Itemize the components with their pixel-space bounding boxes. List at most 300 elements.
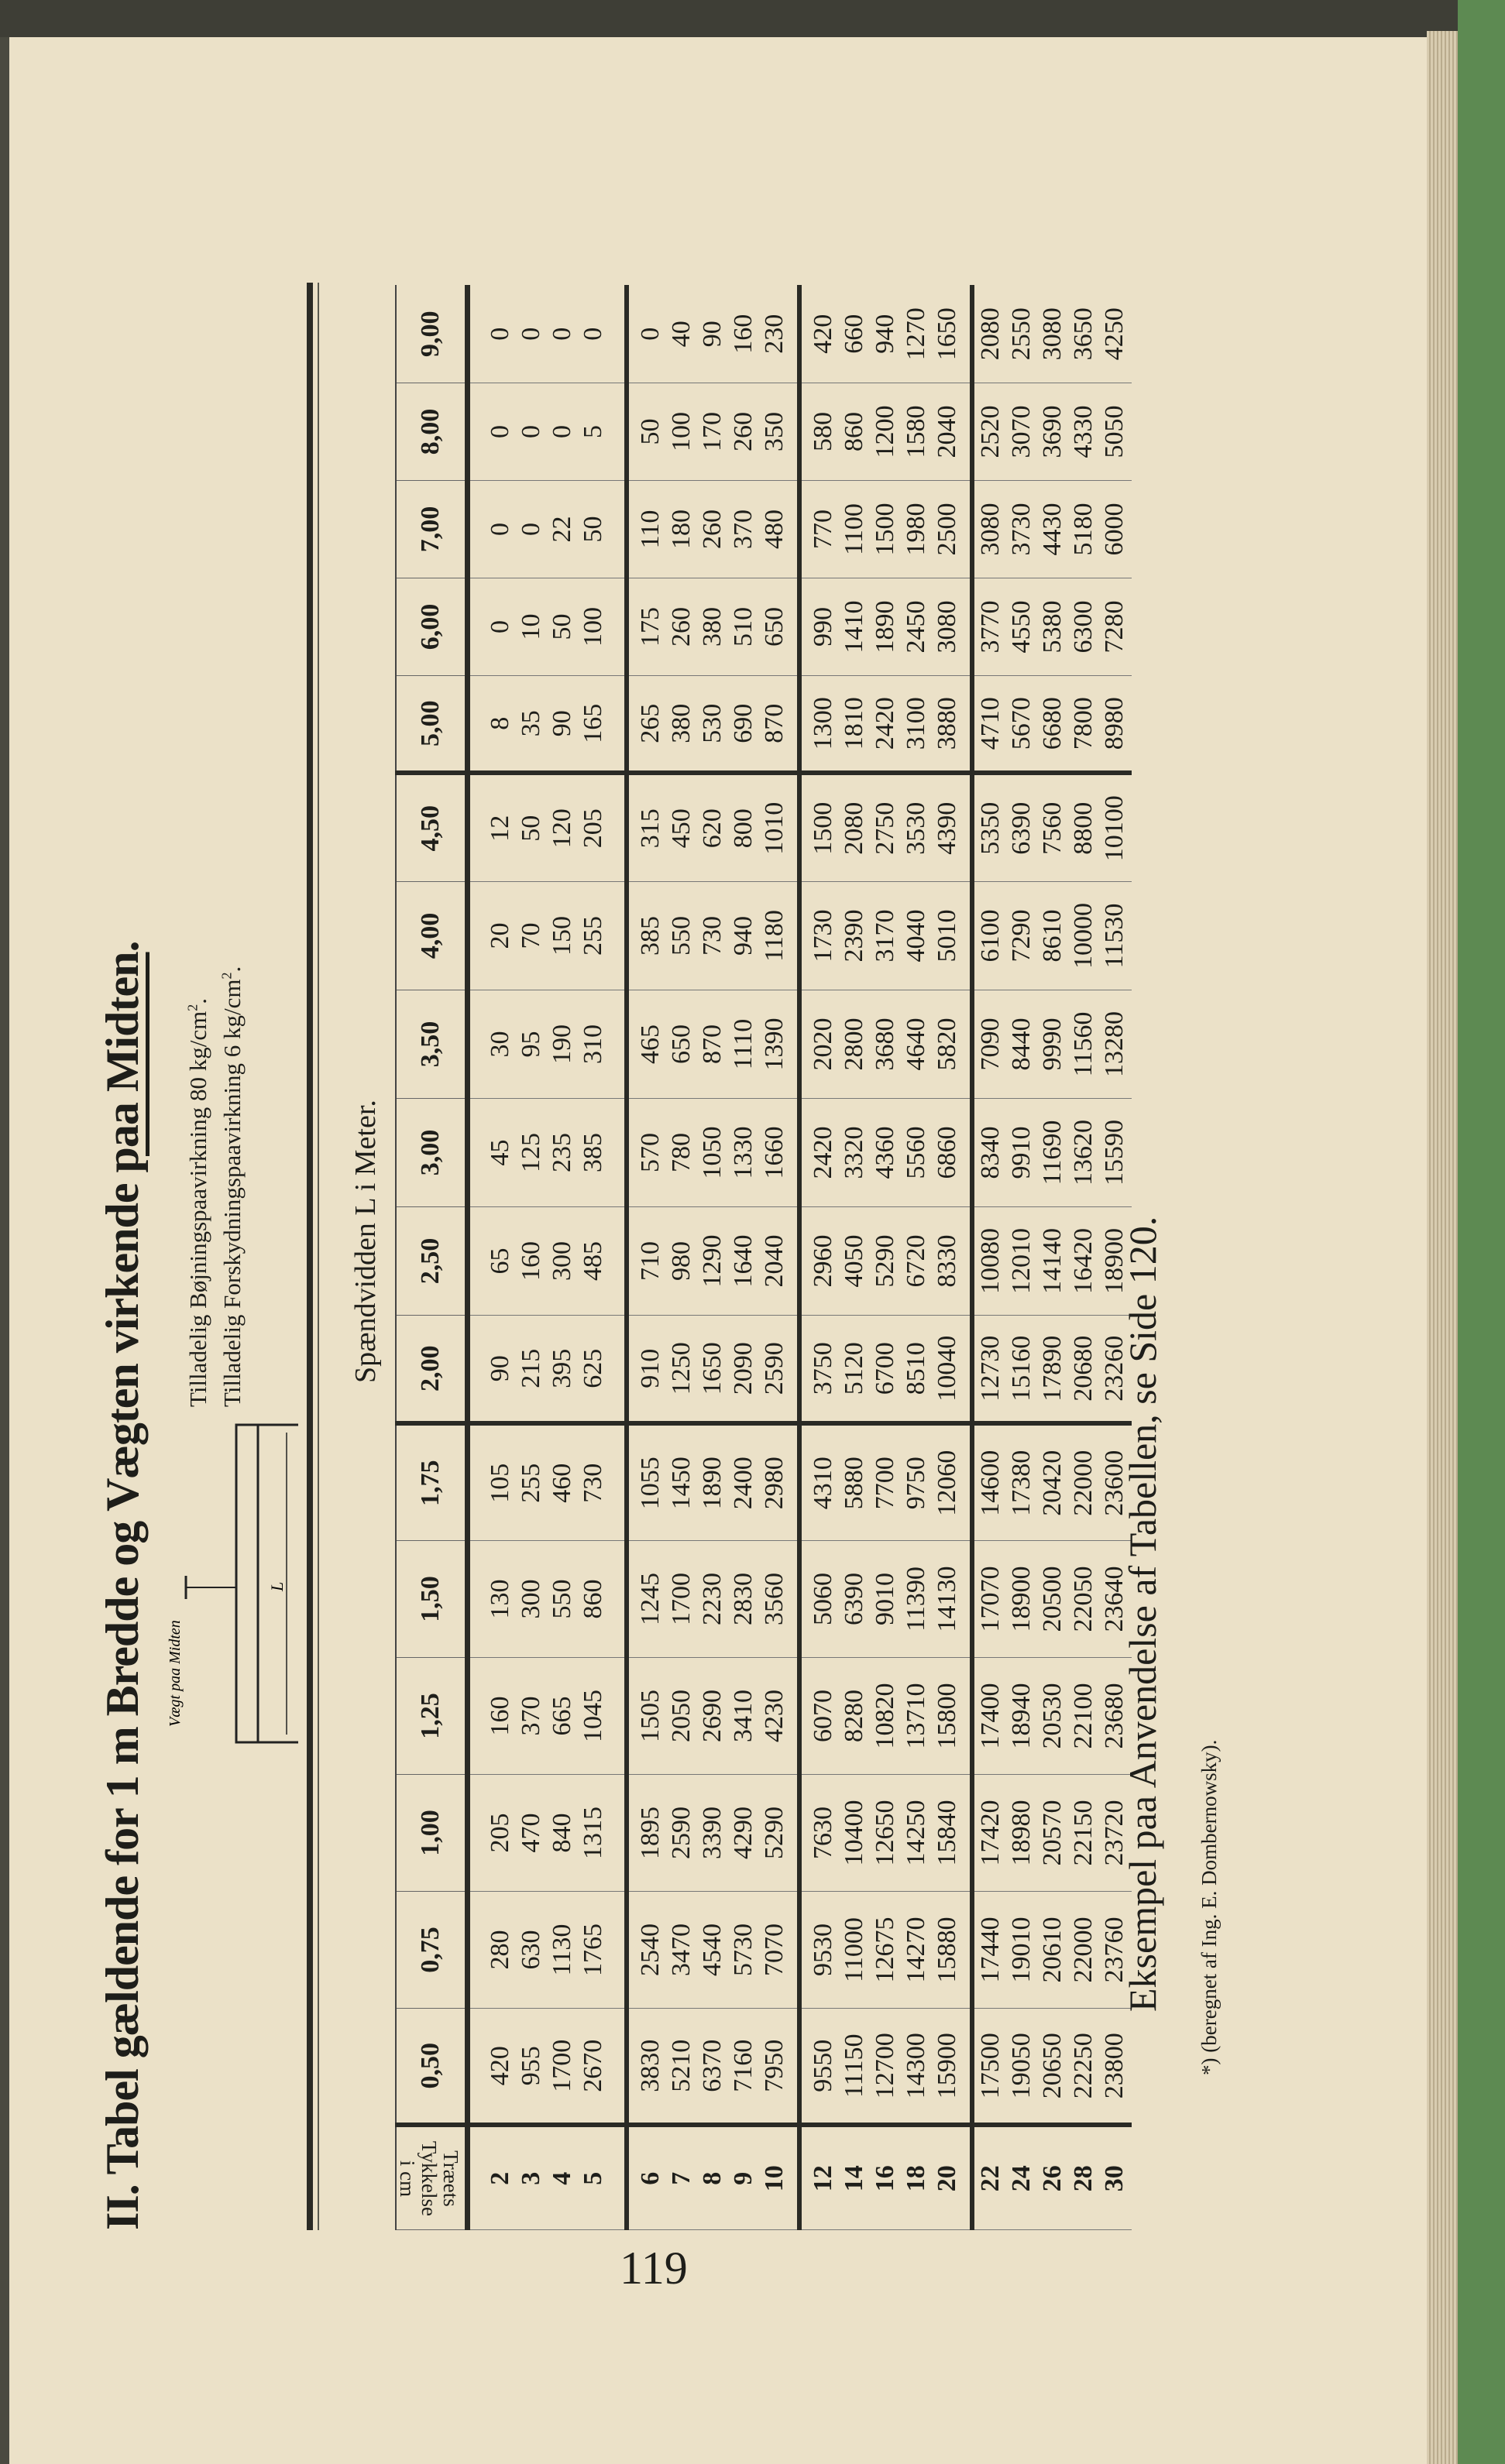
- title-period: .: [97, 941, 148, 952]
- thickness-header-line: Træets: [439, 2150, 462, 2207]
- load-value: 17380: [1007, 1450, 1036, 1516]
- load-value: 1640: [729, 1234, 758, 1288]
- load-value: 550: [548, 1579, 577, 1619]
- divider-thick: [307, 283, 313, 2230]
- load-value: 860: [579, 1579, 608, 1619]
- table-row-group: [799, 286, 972, 2230]
- span-column-header: 1,25: [396, 1658, 468, 1775]
- load-value: 0: [486, 425, 515, 438]
- load-value: 1410: [840, 600, 868, 654]
- load-value: 300: [517, 1579, 546, 1619]
- span-heading: Spændvidden L i Meter.: [349, 1100, 382, 1383]
- load-value: 0: [636, 327, 665, 341]
- load-value: 1890: [698, 1457, 727, 1510]
- load-value: 3470: [667, 1923, 696, 1976]
- load-value: 2230: [698, 1573, 727, 1625]
- load-value: 385: [636, 916, 665, 956]
- load-value: 15900: [933, 2033, 961, 2099]
- load-value: 7070: [760, 1923, 789, 1976]
- load-value: 4360: [871, 1126, 899, 1179]
- load-value: 6860: [933, 1126, 961, 1179]
- load-value: 9990: [1038, 1018, 1067, 1071]
- load-value: 120: [548, 808, 577, 849]
- load-value: 3830: [636, 2039, 665, 2092]
- span-column-header: 1,00: [396, 1775, 468, 1892]
- load-value: 650: [760, 607, 789, 647]
- load-value: 420: [809, 314, 837, 354]
- value-cell: [627, 1316, 799, 1424]
- load-value: 5210: [667, 2039, 696, 2092]
- span-column-header: 6,00: [396, 578, 468, 676]
- value-cell: [627, 286, 799, 383]
- load-value: 4550: [1007, 600, 1036, 654]
- load-value: 14600: [976, 1450, 1005, 1516]
- load-value: 3750: [809, 1342, 837, 1395]
- load-value: 3320: [840, 1126, 868, 1179]
- load-value: 150: [548, 916, 577, 956]
- load-value: 11560: [1069, 1011, 1098, 1077]
- load-value: 7280: [1100, 600, 1129, 654]
- load-value: 980: [667, 1241, 696, 1281]
- thickness-cell: [627, 2126, 799, 2230]
- thickness-value: 9: [729, 2171, 758, 2185]
- load-value: 13710: [902, 1683, 930, 1749]
- load-value: 3650: [1069, 307, 1098, 361]
- load-value: 1270: [902, 307, 930, 361]
- load-value: 18940: [1007, 1683, 1036, 1749]
- value-cell: [627, 1541, 799, 1658]
- thickness-value: 10: [760, 2165, 789, 2192]
- load-value: 7700: [871, 1457, 899, 1510]
- load-value: 8340: [976, 1126, 1005, 1179]
- value-cell: [972, 1207, 1132, 1316]
- load-value: 5010: [933, 909, 961, 963]
- value-cell: [972, 1316, 1132, 1424]
- load-value: 620: [698, 808, 727, 849]
- load-value: 910: [636, 1348, 665, 1388]
- load-value: 4710: [976, 697, 1005, 750]
- load-value: 5050: [1100, 405, 1129, 458]
- load-value: 4310: [809, 1457, 837, 1510]
- beam: [236, 1425, 258, 1742]
- load-value: 10000: [1069, 903, 1098, 969]
- load-value: 12010: [1007, 1228, 1036, 1294]
- load-value: 3530: [902, 801, 930, 855]
- load-value: 110: [636, 510, 665, 549]
- load-value: 3080: [976, 503, 1005, 556]
- value-cell: [799, 1658, 972, 1775]
- value-cell: [799, 1775, 972, 1892]
- load-value: 260: [667, 607, 696, 647]
- load-value: 380: [698, 607, 727, 647]
- load-value: 22: [548, 516, 577, 543]
- load-value: 1650: [698, 1342, 727, 1395]
- load-value: 385: [579, 1133, 608, 1172]
- load-value: 6370: [698, 2039, 727, 2092]
- load-value: 8610: [1038, 909, 1067, 963]
- load-value: 18900: [1100, 1228, 1129, 1294]
- load-value: 8280: [840, 1690, 868, 1742]
- scan-top-band: [0, 0, 1458, 37]
- load-value: 20650: [1038, 2033, 1067, 2099]
- load-value: 3880: [933, 697, 961, 750]
- load-value: 0: [486, 327, 515, 341]
- thickness-value: 24: [1007, 2165, 1036, 2192]
- load-value: 100: [579, 607, 608, 647]
- load-value: 510: [729, 607, 758, 647]
- load-value: 50: [517, 815, 546, 842]
- load-value: 2590: [667, 1807, 696, 1859]
- load-value: 2520: [976, 405, 1005, 458]
- load-value: 165: [579, 703, 608, 743]
- load-value: 19050: [1007, 2033, 1036, 2099]
- load-value: 2550: [1007, 307, 1036, 361]
- span-column-header: 2,00: [396, 1316, 468, 1424]
- load-value: 800: [729, 808, 758, 849]
- load-value: 9010: [871, 1573, 899, 1625]
- book-cover-edge: [1458, 0, 1505, 2464]
- load-value: 12: [486, 815, 515, 842]
- load-value: 4640: [902, 1018, 930, 1071]
- load-value: 840: [548, 1813, 577, 1853]
- load-value: 1650: [933, 307, 961, 361]
- load-value: 315: [636, 808, 665, 849]
- load-value: 11530: [1100, 903, 1129, 969]
- load-value: 16420: [1069, 1228, 1098, 1294]
- value-cell: [799, 1207, 972, 1316]
- load-value: 40: [667, 321, 696, 348]
- load-label: Vægt paa Midten: [167, 1620, 184, 1727]
- load-value: 20: [486, 922, 515, 949]
- load-value: 3560: [760, 1573, 789, 1625]
- load-value: 23720: [1100, 1800, 1129, 1866]
- value-cell: [627, 481, 799, 578]
- load-value: 3730: [1007, 503, 1036, 556]
- load-value: 205: [486, 1813, 515, 1853]
- load-value: 1500: [871, 503, 899, 556]
- span-column-header: 4,50: [396, 774, 468, 882]
- thickness-cell: [972, 2126, 1132, 2230]
- load-value: 20500: [1038, 1566, 1067, 1632]
- value-cell: [627, 1775, 799, 1892]
- load-value: 18980: [1007, 1800, 1036, 1866]
- load-value: 530: [698, 703, 727, 743]
- load-value: 22000: [1069, 1917, 1098, 1983]
- load-value: 1055: [636, 1457, 665, 1510]
- load-value: 2420: [871, 697, 899, 750]
- span-column-header: 0,50: [396, 2009, 468, 2126]
- load-value: 160: [486, 1696, 515, 1736]
- load-value: 10: [517, 613, 546, 640]
- load-value: 8510: [902, 1342, 930, 1395]
- load-value: 730: [698, 916, 727, 956]
- load-value: 17400: [976, 1683, 1005, 1749]
- load-value: 90: [698, 321, 727, 348]
- load-value: 2750: [871, 801, 899, 855]
- load-value: 6070: [809, 1690, 837, 1742]
- load-value: 6390: [840, 1573, 868, 1625]
- load-value: 1300: [809, 697, 837, 750]
- load-value: 370: [517, 1696, 546, 1736]
- load-value: 940: [871, 314, 899, 354]
- load-value: 7630: [809, 1807, 837, 1859]
- load-value: 1890: [871, 600, 899, 654]
- load-value: 1895: [636, 1807, 665, 1859]
- load-value: 2500: [933, 503, 961, 556]
- value-cell: [799, 676, 972, 774]
- value-cell: [468, 1099, 627, 1207]
- value-cell: [972, 286, 1132, 383]
- title-text: II. Tabel gældende for 1 m Bredde og Vægten virkende: [97, 1172, 148, 2230]
- thickness-header-line: Tykkelse: [417, 2140, 441, 2216]
- load-value: 50: [636, 418, 665, 445]
- load-value: 0: [517, 523, 546, 536]
- load-value: 3770: [976, 600, 1005, 654]
- allowable-shear: [218, 966, 246, 1407]
- period: .: [184, 998, 211, 1004]
- load-value: 10080: [976, 1228, 1005, 1294]
- load-value: 955: [517, 2046, 546, 2086]
- load-value: 5350: [976, 801, 1005, 855]
- load-value: 5180: [1069, 503, 1098, 556]
- span-column-header: 8,00: [396, 383, 468, 481]
- load-value: 0: [579, 327, 608, 341]
- value-cell: [972, 1658, 1132, 1775]
- load-value: 3100: [902, 697, 930, 750]
- load-value: 2670: [579, 2039, 608, 2092]
- span-column-header: 3,50: [396, 990, 468, 1099]
- load-value: 1505: [636, 1690, 665, 1742]
- value-cell: [627, 1658, 799, 1775]
- value-cell: [972, 1541, 1132, 1658]
- load-value: 4390: [933, 801, 961, 855]
- value-cell: [468, 676, 627, 774]
- footnote: *) (beregnet af Ing. E. Dombernowsky).: [1197, 1739, 1221, 2075]
- load-value: 860: [840, 412, 868, 451]
- thickness-value: 3: [517, 2171, 546, 2185]
- value-cell: [468, 1316, 627, 1424]
- load-value: 90: [548, 710, 577, 737]
- value-cell: [799, 2009, 972, 2126]
- load-value: 2800: [840, 1018, 868, 1071]
- load-value: 7950: [760, 2039, 789, 2092]
- load-value: 10100: [1100, 795, 1129, 862]
- load-value: 2090: [729, 1342, 758, 1395]
- value-cell: [627, 1099, 799, 1207]
- load-value: 10400: [840, 1800, 868, 1866]
- load-value: 7090: [976, 1018, 1005, 1071]
- span-column-header: 4,00: [396, 882, 468, 990]
- load-value: 1130: [548, 1923, 577, 1976]
- load-value: 0: [517, 327, 546, 341]
- load-value: 2690: [698, 1690, 727, 1742]
- load-value: 0: [486, 620, 515, 633]
- load-value: 17500: [976, 2033, 1005, 2099]
- value-cell: [468, 1658, 627, 1775]
- load-value: 15880: [933, 1917, 961, 1983]
- load-value: 1660: [760, 1126, 789, 1179]
- thickness-value: 5: [579, 2171, 608, 2185]
- load-value: 255: [579, 916, 608, 956]
- load-value: 370: [729, 510, 758, 549]
- load-value: 665: [548, 1696, 577, 1736]
- load-value: 10820: [871, 1683, 899, 1749]
- load-value: 20530: [1038, 1683, 1067, 1749]
- value-cell: [799, 578, 972, 676]
- load-value: 12700: [871, 2033, 899, 2099]
- load-value: 45: [486, 1139, 515, 1166]
- load-value: 9910: [1007, 1126, 1036, 1179]
- value-cell: [972, 2009, 1132, 2126]
- load-value: 8980: [1100, 697, 1129, 750]
- thickness-header-line: i cm: [396, 2160, 419, 2197]
- load-value: 1700: [548, 2039, 577, 2092]
- load-value: 3080: [933, 600, 961, 654]
- load-value: 230: [760, 314, 789, 354]
- span-column-header: 9,00: [396, 286, 468, 383]
- load-value: 23600: [1100, 1450, 1129, 1516]
- value-cell: [468, 1424, 627, 1541]
- load-value: 6700: [871, 1342, 899, 1395]
- page-number: 119: [620, 2243, 688, 2294]
- span-column-header: 2,50: [396, 1207, 468, 1316]
- load-value: 22150: [1069, 1800, 1098, 1866]
- load-value: 9530: [809, 1923, 837, 1976]
- load-value: 50: [579, 516, 608, 543]
- load-value: 4540: [698, 1923, 727, 1976]
- value-cell: [468, 286, 627, 383]
- load-value: 300: [548, 1241, 577, 1281]
- load-value: 6680: [1038, 697, 1067, 750]
- load-value: 17070: [976, 1566, 1005, 1632]
- load-value: 280: [486, 1930, 515, 1970]
- load-value: 19010: [1007, 1917, 1036, 1983]
- thickness-value: 14: [840, 2165, 868, 2192]
- load-value: 1050: [698, 1126, 727, 1179]
- value-cell: [468, 882, 627, 990]
- load-value: 1200: [871, 405, 899, 458]
- load-value: 380: [667, 703, 696, 743]
- thickness-value: 18: [902, 2165, 930, 2192]
- load-value: 235: [548, 1133, 577, 1172]
- load-value: 2540: [636, 1923, 665, 1976]
- load-value: 11000: [840, 1917, 868, 1982]
- load-value: 13620: [1069, 1120, 1098, 1186]
- value-cell: [468, 481, 627, 578]
- load-value: 11390: [902, 1567, 930, 1632]
- load-value: 50: [548, 613, 577, 640]
- load-value: 4040: [902, 909, 930, 963]
- value-cell: [972, 1099, 1132, 1207]
- load-value: 22100: [1069, 1683, 1098, 1749]
- load-value: 5060: [809, 1573, 837, 1625]
- load-value: 2080: [840, 801, 868, 855]
- page-edges: [1427, 31, 1458, 2464]
- value-cell: [972, 481, 1132, 578]
- value-cell: [972, 1775, 1132, 1892]
- load-value: 5120: [840, 1342, 868, 1395]
- load-value: 4330: [1069, 405, 1098, 458]
- load-value: 30: [486, 1031, 515, 1058]
- load-value: 350: [760, 412, 789, 451]
- load-value: 65: [486, 1247, 515, 1275]
- load-value: 18900: [1007, 1566, 1036, 1632]
- load-value: 6390: [1007, 801, 1036, 855]
- load-value: 1390: [760, 1018, 789, 1071]
- load-value: 12650: [871, 1800, 899, 1866]
- load-value: 7290: [1007, 909, 1036, 963]
- thickness-value: 22: [976, 2165, 1005, 2192]
- table-row-group: [972, 286, 1132, 2230]
- span-column-header: 5,00: [396, 676, 468, 774]
- value-cell: [799, 774, 972, 882]
- load-value: 23260: [1100, 1335, 1129, 1402]
- value-cell: [627, 1207, 799, 1316]
- value-cell: [468, 774, 627, 882]
- bending-text: Tilladelig Bøjningspaavirkning 80 kg/cm: [184, 1011, 211, 1407]
- load-value: 22250: [1069, 2033, 1098, 2099]
- load-value: 660: [840, 314, 868, 354]
- load-value: 3680: [871, 1018, 899, 1071]
- load-value: 1245: [636, 1573, 665, 1625]
- thickness-value: 4: [548, 2171, 577, 2185]
- value-cell: [468, 578, 627, 676]
- load-value: 70: [517, 922, 546, 949]
- value-cell: [972, 1424, 1132, 1541]
- load-value: 2980: [760, 1457, 789, 1510]
- load-value: 12060: [933, 1450, 961, 1516]
- thickness-value: 30: [1100, 2165, 1129, 2192]
- load-value: 5: [579, 425, 608, 438]
- load-value: 10040: [933, 1335, 961, 1402]
- load-value: 5880: [840, 1457, 868, 1510]
- load-value: 395: [548, 1348, 577, 1388]
- load-value: 3410: [729, 1690, 758, 1742]
- load-value: 1450: [667, 1457, 696, 1510]
- load-value: 1100: [840, 503, 868, 555]
- exp: 2: [218, 972, 235, 980]
- thickness-header: [396, 2126, 468, 2230]
- load-value: 6300: [1069, 600, 1098, 654]
- load-value: 190: [548, 1024, 577, 1064]
- load-value: 1315: [579, 1807, 608, 1859]
- value-cell: [972, 676, 1132, 774]
- value-cell: [627, 2009, 799, 2126]
- load-value: 20680: [1069, 1335, 1098, 1402]
- title-underlined: paa Midten: [97, 952, 148, 1173]
- value-cell: [972, 990, 1132, 1099]
- value-cell: [627, 383, 799, 481]
- load-value: 5290: [760, 1807, 789, 1859]
- load-value: 460: [548, 1463, 577, 1503]
- load-value: 14250: [902, 1800, 930, 1866]
- load-value: 175: [636, 607, 665, 647]
- load-value: 465: [636, 1024, 665, 1064]
- load-value: 1500: [809, 801, 837, 855]
- load-value: 1700: [667, 1573, 696, 1625]
- value-cell: [468, 2009, 627, 2126]
- load-value: 14140: [1038, 1228, 1067, 1294]
- table-header-row: [396, 286, 468, 2230]
- load-value: 5290: [871, 1234, 899, 1288]
- span-column-header: 3,00: [396, 1099, 468, 1207]
- load-value: 23760: [1100, 1917, 1129, 1983]
- load-value: 100: [667, 412, 696, 451]
- value-cell: [468, 1207, 627, 1316]
- load-value: 780: [667, 1133, 696, 1172]
- load-value: 130: [486, 1579, 515, 1619]
- load-value: 12730: [976, 1335, 1005, 1402]
